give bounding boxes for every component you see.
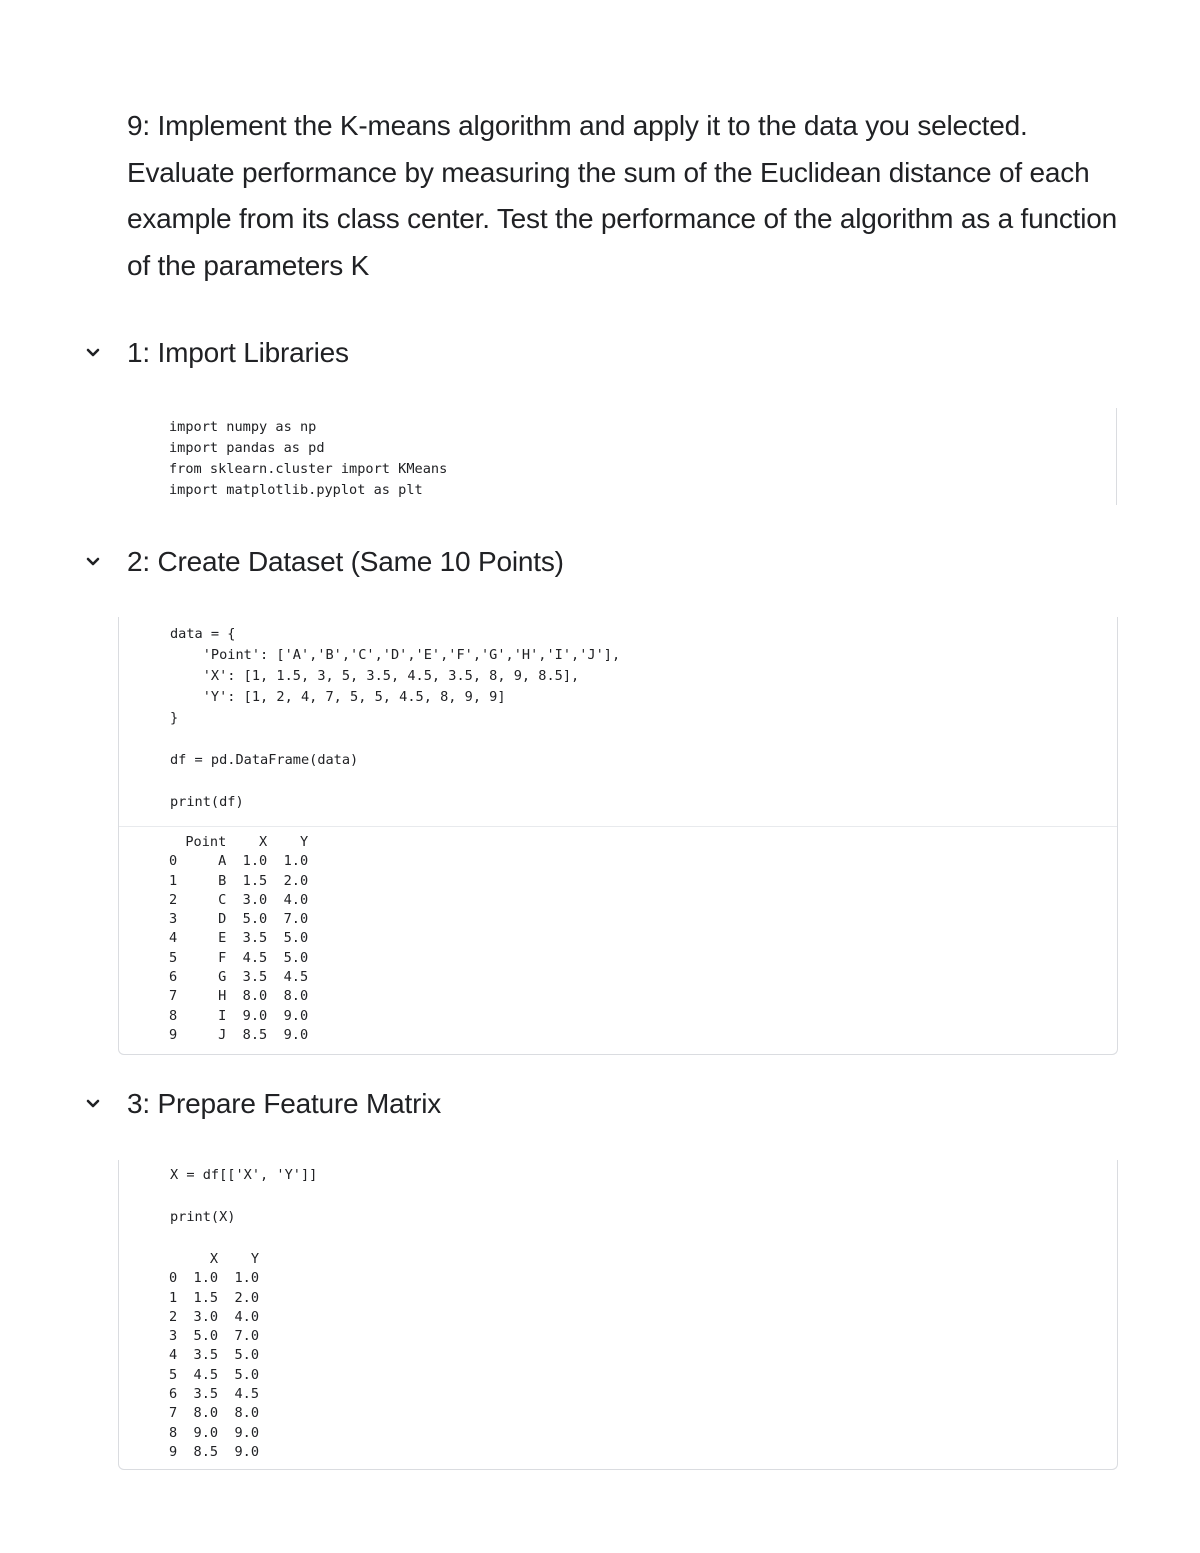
chevron-down-icon[interactable] — [80, 340, 106, 366]
section-header-create-dataset[interactable] — [80, 542, 1080, 582]
cell-output: X Y 0 1.0 1.0 1 1.5 2.0 2 3.0 4.0 3 5.0 7.0 4 3.5 5.0 5 4.5 5.0 6 3.5 4.5 7 8.0 8.0 8 9.0 9.0 9 8.5 9.0 — [169, 1251, 260, 1460]
section-title: 3: Prepare Feature Matrix — [127, 1088, 442, 1119]
task-description: 9: Implement the K-means algorithm and apply it to the data you selected. Evaluate performance by measuring the sum of the Euclidean distance of each example from its class center. Test the performance of the algorithm as a function of the parameters K — [127, 110, 1118, 281]
code-cell-create-dataset[interactable] — [118, 617, 1118, 1055]
chevron-down-icon[interactable] — [80, 1091, 106, 1117]
code-editor[interactable]: import numpy as np import pandas as pd from sklearn.cluster import KMeans import matplotlib.pyplot as plt — [169, 419, 448, 498]
code-editor[interactable]: X = df[['X', 'Y']] print(X) — [170, 1167, 318, 1225]
section-title: 1: Import Libraries — [127, 337, 349, 368]
output-divider — [119, 1241, 1117, 1242]
output-divider — [119, 826, 1117, 827]
section-header-prepare-feature-matrix[interactable] — [80, 1084, 1080, 1124]
section-title: 2: Create Dataset (Same 10 Points) — [127, 546, 564, 577]
cell-output: Point X Y 0 A 1.0 1.0 1 B 1.5 2.0 2 C 3.0 4.0 3 D 5.0 7.0 4 E 3.5 5.0 5 F 4.5 5.0 6 G 3.5 4.5 7 H 8.0 8.0 8 I 9.0 9.0 9 J 8.5 9.0 — [169, 834, 309, 1043]
code-cell-import-libraries[interactable] — [118, 408, 1117, 505]
code-editor[interactable]: data = { 'Point': ['A','B','C','D','E','F','G','H','I','J'], 'X': [1, 1.5, 3, 5, 3.5, 4.5, 3.5, 8, 9, 8.5], 'Y': [1, 2, 4, 7, 5, 5, 4.5, 8, 9, 9] } df = pd.DataFrame(data) print(df) — [170, 626, 621, 810]
section-header-import-libraries[interactable] — [80, 333, 1080, 373]
code-cell-prepare-feature-matrix[interactable] — [118, 1160, 1118, 1470]
chevron-down-icon[interactable] — [80, 549, 106, 575]
